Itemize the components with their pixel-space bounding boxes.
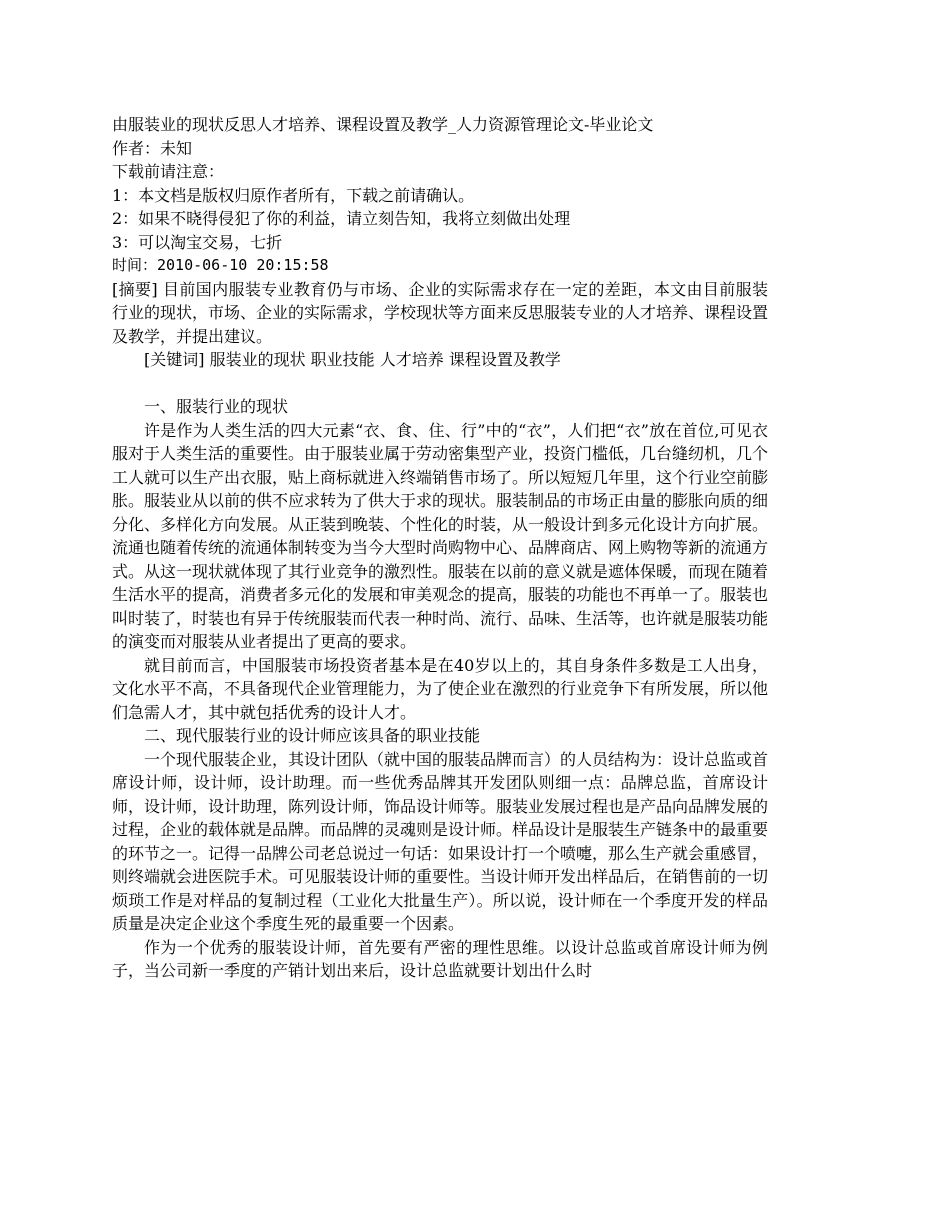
- abstract-paragraph: [摘要] 目前国内服装专业教育仍与市场、企业的实际需求存在一定的差距，本文由目前服装行业的现状，市场、企业的实际需求，学校现状等方面来反思服装专业的人才培养、课程设置及教学，并提出建议。: [112, 279, 769, 346]
- notice-item-3: 3：可以淘宝交易，七折: [112, 232, 283, 252]
- document-time: 时间：2010-06-10 20:15:58: [112, 256, 329, 274]
- document-author: 作者：未知: [112, 138, 193, 158]
- section-heading-1: 一、服装行业的现状: [144, 397, 289, 416]
- section2-paragraph-1: 一个现代服装企业，其设计团队（就中国的服装品牌而言）的人员结构为：设计总监或首席设计师，设计师，设计助理。而一些优秀品牌其开发团队则细一点：品牌总监，首席设计师，设计师，设计助理，陈列设计师，饰品设计师等。服装业发展过程也是产品向品牌发展的过程，企业的载体就是品牌。而品牌的灵魂则是设计师。样品设计是服装生产链条中的最重要的环节之一。记得一品牌公司老总说过一句话：如果设计打一个喷嚏，那么生产就会重感冒，则终端就会进医院手术。可见服装设计师的重要性。当设计师开发出样品后，在销售前的一切烦琐工作是对样品的复制过程（工业化大批量生产）。所以说，设计师在一个季度开发的样品质量是决定企业这个季度生死的最重要一个因素。: [112, 749, 769, 933]
- section2-paragraph-2: 作为一个优秀的服装设计师，首先要有严密的理性思维。以设计总监或首席设计师为例子，当公司新一季度的产销计划出来后，设计总监就要计划出什么时: [112, 937, 768, 980]
- section1-paragraph-2: 就目前而言，中国服装市场投资者基本是在40岁以上的，其自身条件多数是工人出身，文化水平不高，不具备现代企业管理能力，为了使企业在激烈的行业竞争下有所发展，所以他们急需人才，其中就包括优秀的设计人才。: [112, 655, 769, 722]
- notice-heading: 下载前请注意：: [112, 162, 225, 181]
- document-page: [112, 113, 768, 983]
- section1-paragraph-1: 许是作为人类生活的四大元素“衣、食、住、行”中的“衣”，人们把“衣”放在首位,可见衣服对于人类生活的重要性。由于服装业属于劳动密集型产业，投资门槛低，几台缝纫机，几个工人就可以生产出衣服，贴上商标就进入终端销售市场了。所以短短几年里，这个行业空前膨胀。服装业从以前的供不应求转为了供大于求的现状。服装制品的市场正由量的膨胀向质的细分化、多样化方向发展。从正装到晚装、个性化的时装，从一般设计到多元化设计方向扩展。流通也随着传统的流通体制转变为当今大型时尚购物中心、品牌商店、网上购物等新的流通方式。从这一现状就体现了其行业竞争的激烈性。服装在以前的意义就是遮体保暖，而现在随着生活水平的提高，消费者多元化的发展和审美观念的提高，服装的功能也不再单一了。服装也叫时装了，时装也有异于传统服装而代表一种时尚、流行、品味、生活等，也许就是服装功能的演变而对服装从业者提出了更高的要求。: [112, 420, 769, 651]
- notice-item-1: 1：本文档是版权归原作者所有，下载之前请确认。: [112, 185, 475, 205]
- notice-item-2: 2：如果不晓得侵犯了你的利益，请立刻告知，我将立刻做出处理: [112, 209, 571, 228]
- blank-line: [112, 372, 768, 396]
- section-heading-2: 二、现代服装行业的设计师应该具备的职业技能: [144, 726, 481, 745]
- keywords-line: [关键词] 服装业的现状 职业技能 人才培养 课程设置及教学: [144, 350, 561, 369]
- document-title: 由服装业的现状反思人才培养、课程设置及教学_人力资源管理论文-毕业论文: [112, 115, 654, 134]
